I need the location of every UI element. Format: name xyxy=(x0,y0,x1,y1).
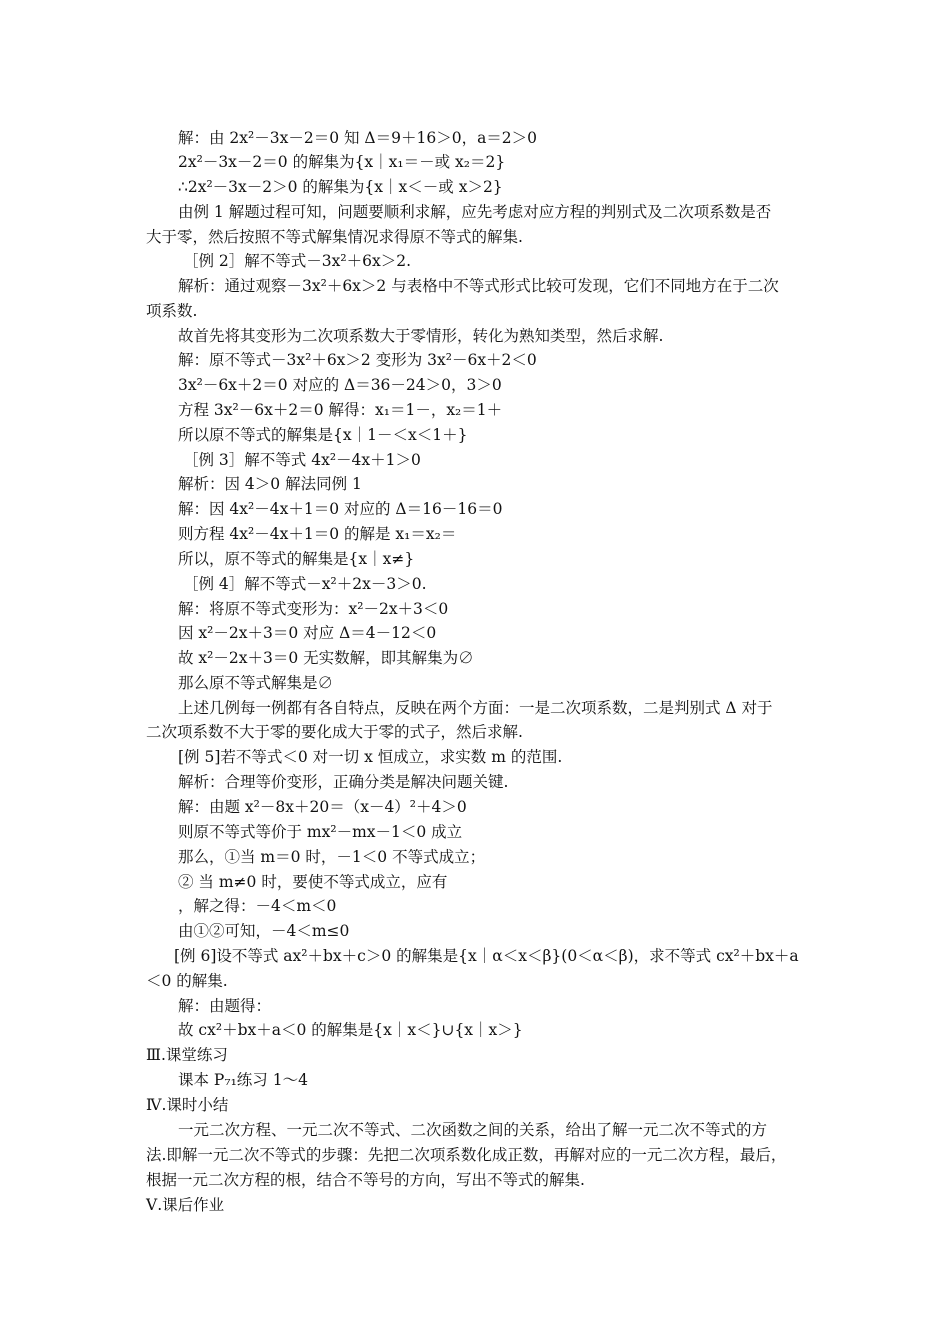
text-line: 则原不等式等价于 mx²－mx－1＜0 成立 xyxy=(178,823,463,841)
text-line: ［例 3］解不等式 4x²－4x＋1＞0 xyxy=(183,451,421,469)
text-line: 上述几例每一例都有各自特点，反映在两个方面：一是二次项系数，二是判别式 Δ 对于 xyxy=(178,699,773,717)
text-line: 法.即解一元二次不等式的步骤：先把二次项系数化成正数，再解对应的一元二次方程，最后， xyxy=(146,1146,787,1164)
text-line: 解：原不等式－3x²＋6x＞2 变形为 3x²－6x＋2＜0 xyxy=(178,351,537,369)
text-line: [例 6]设不等式 ax²＋bx＋c＞0 的解集是{x｜α＜x＜β}(0＜α＜β)，求不等式 cx²＋bx＋a xyxy=(174,947,799,965)
text-line: 课本 P₇₁练习 1～4 xyxy=(178,1071,308,1089)
text-line: ＜0 的解集. xyxy=(146,972,228,990)
text-line: 一元二次方程、一元二次不等式、二次函数之间的关系，给出了解一元二次不等式的方 xyxy=(178,1121,768,1139)
text-line: 解：将原不等式变形为：x²－2x＋3＜0 xyxy=(178,600,449,618)
text-line: 故 x²－2x＋3＝0 无实数解，即其解集为∅ xyxy=(178,649,474,667)
text-line: 解：由题得： xyxy=(178,997,272,1015)
text-line: 2x²－3x－2＝0 的解集为{x｜x₁＝－或 x₂＝2} xyxy=(178,153,506,171)
text-line: 二次项系数不大于零的要化成大于零的式子，然后求解. xyxy=(146,723,523,741)
text-line: 因 x²－2x＋3＝0 对应 Δ＝4－12＜0 xyxy=(178,624,437,642)
text-line: 解：由题 x²－8x＋20＝（x－4）²＋4＞0 xyxy=(178,798,467,816)
text-line: ［例 2］解不等式－3x²＋6x＞2. xyxy=(183,252,411,270)
text-line: 3x²－6x＋2＝0 对应的 Δ＝36－24＞0，3＞0 xyxy=(178,376,502,394)
text-line: 解析：合理等价变形，正确分类是解决问题关键. xyxy=(178,773,509,791)
text-line: 解：因 4x²－4x＋1＝0 对应的 Δ＝16－16＝0 xyxy=(178,500,503,518)
text-line: 故首先将其变形为二次项系数大于零情形，转化为熟知类型，然后求解. xyxy=(178,327,664,345)
text-line: 由①②可知，－4＜m≤0 xyxy=(178,922,350,940)
text-line: 所以，原不等式的解集是{x｜x≠} xyxy=(178,550,415,568)
text-line: 那么原不等式解集是∅ xyxy=(178,674,334,692)
text-line: 解：由 2x²－3x－2＝0 知 Δ＝9＋16＞0，a＝2＞0 xyxy=(178,129,538,147)
section-heading: Ⅴ.课后作业 xyxy=(146,1196,225,1214)
section-heading: Ⅲ.课堂练习 xyxy=(146,1046,228,1064)
section-heading: Ⅳ.课时小结 xyxy=(146,1096,229,1114)
text-line: ［例 4］解不等式－x²＋2x－3＞0. xyxy=(183,575,427,593)
text-line: 根据一元二次方程的根，结合不等号的方向，写出不等式的解集. xyxy=(146,1171,585,1189)
text-line: 则方程 4x²－4x＋1＝0 的解是 x₁＝x₂＝ xyxy=(178,525,457,543)
text-line: ∴2x²－3x－2＞0 的解集为{x｜x＜－或 x＞2} xyxy=(178,178,503,196)
text-line: 那么，①当 m＝0 时，－1＜0 不等式成立； xyxy=(178,848,486,866)
text-line: 项系数. xyxy=(146,302,198,320)
text-line: [例 5]若不等式＜0 对一切 x 恒成立，求实数 m 的范围. xyxy=(178,748,563,766)
text-line: 大于零，然后按照不等式解集情况求得原不等式的解集. xyxy=(146,228,523,246)
text-line: 方程 3x²－6x＋2＝0 解得：x₁＝1－，x₂＝1＋ xyxy=(178,401,503,419)
text-line: 解析：通过观察－3x²＋6x＞2 与表格中不等式形式比较可发现，它们不同地方在于二次 xyxy=(178,277,779,295)
text-line: ，解之得：－4＜m＜0 xyxy=(178,897,337,915)
text-line: 解析：因 4＞0 解法同例 1 xyxy=(178,475,362,493)
text-line: 所以原不等式的解集是{x｜1－＜x＜1＋} xyxy=(178,426,468,444)
text-line: ② 当 m≠0 时，要使不等式成立，应有 xyxy=(178,873,448,891)
text-line: 由例 1 解题过程可知，问题要顺利求解，应先考虑对应方程的判别式及二次项系数是否 xyxy=(178,203,772,221)
text-line: 故 cx²＋bx＋a＜0 的解集是{x｜x＜}∪{x｜x＞} xyxy=(178,1021,523,1039)
